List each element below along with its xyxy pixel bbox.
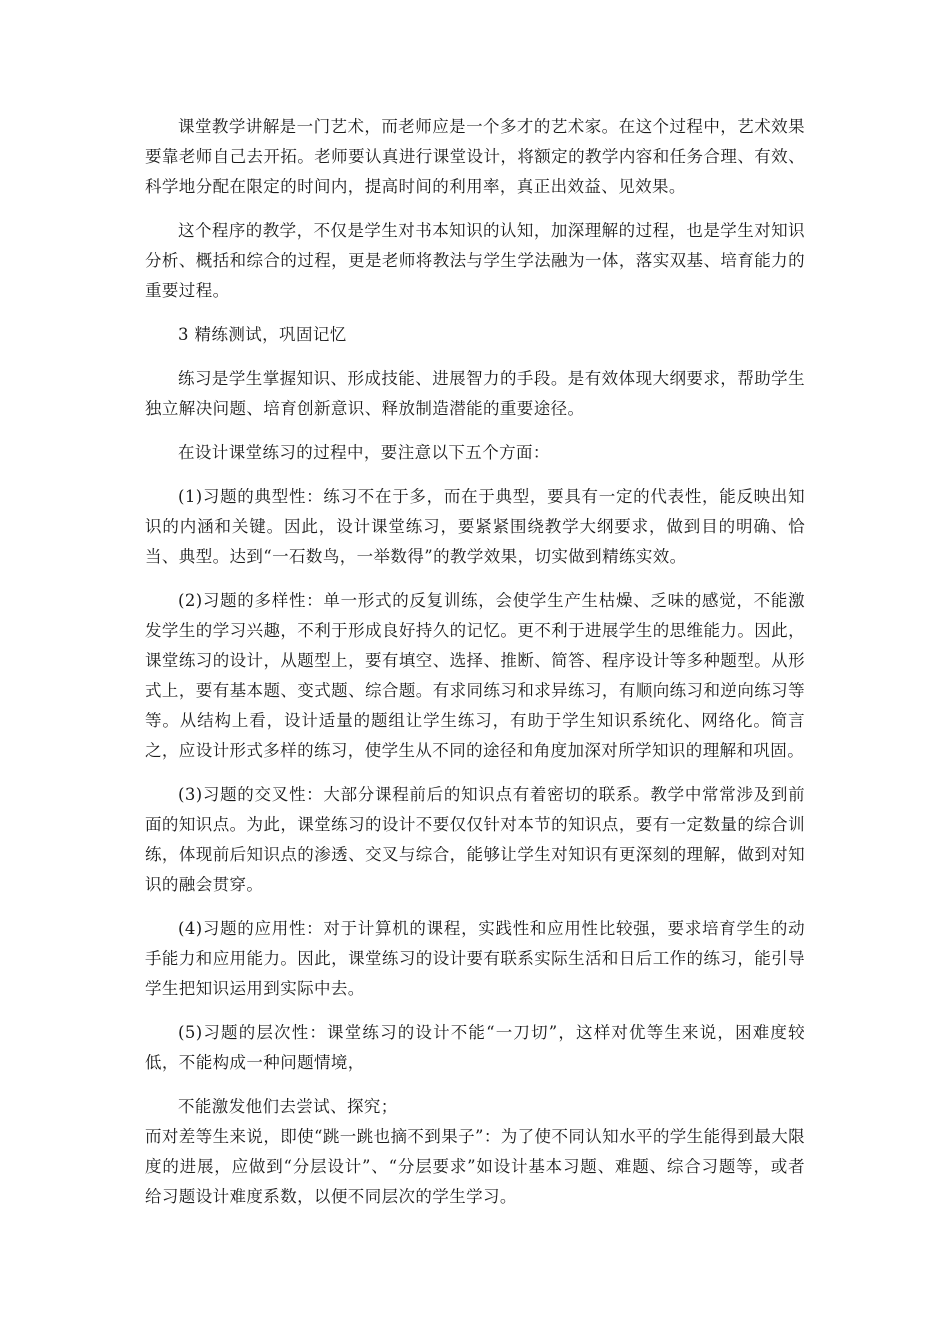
- paragraph-intro-art: 课堂教学讲解是一门艺术，而老师应是一个多才的艺术家。在这个过程中，艺术效果要靠老师自己去开拓。老师要认真进行课堂设计，将额定的教学内容和任务合理、有效、科学地分配在限定的时间内，提高时间的利用率，真正出效益、见效果。: [145, 117, 805, 196]
- paragraph-diversity: (2)习题的多样性：单一形式的反复训练，会使学生产生枯燥、乏味的感觉，不能激发学生的学习兴趣，不利于形成良好持久的记忆。更不利于进展学生的思维能力。因此，课堂练习的设计，从题型上，要有填空、选择、推断、简答、程序设计等多种题型。从形式上，要有基本题、变式题、综合题。有求同练习和求异练习，有顺向练习和逆向练习等等。从结构上看，设计适量的题组让学生练习，有助于学生知识系统化、网络化。简言之，应设计形式多样的练习，使学生从不同的途径和角度加深对所学知识的理解和巩固。: [145, 591, 805, 760]
- paragraph-five-aspects: 在设计课堂练习的过程中，要注意以下五个方面：: [178, 443, 550, 462]
- paragraph-practice-purpose: 练习是学生掌握知识、形成技能、进展智力的手段。是有效体现大纲要求，帮助学生独立解决问题、培育创新意识、释放制造潜能的重要途径。: [145, 369, 805, 418]
- document-page: [145, 112, 805, 1212]
- paragraph-intersection: (3)习题的交叉性：大部分课程前后的知识点有着密切的联系。教学中常常涉及到前面的知识点。为此，课堂练习的设计不要仅仅针对本节的知识点，要有一定数量的综合训练，体现前后知识点的渗透、交叉与综合，能够让学生对知识有更深刻的理解，做到对知识的融会贯穿。: [145, 785, 805, 894]
- paragraph-teaching-process: 这个程序的教学，不仅是学生对书本知识的认知，加深理解的过程，也是学生对知识分析、概括和综合的过程，更是老师将教法与学生学法融为一体，落实双基、培育能力的重要过程。: [145, 221, 805, 300]
- paragraph-weak-students: 而对差等生来说，即使“跳一跳也摘不到果子”：为了使不同认知水平的学生能得到最大限度的进展，应做到“分层设计”、“分层要求”如设计基本习题、难题、综合习题等，或者给习题设计难度系数，以便不同层次的学生学习。: [145, 1127, 805, 1206]
- section-heading-practice-test: 3 精练测试，巩固记忆: [178, 325, 347, 344]
- paragraph-applicability: (4)习题的应用性：对于计算机的课程，实践性和应用性比较强，要求培育学生的动手能力和应用能力。因此，课堂练习的设计要有联系实际生活和日后工作的练习，能引导学生把知识运用到实际中去。: [145, 919, 805, 998]
- paragraph-typicality: (1)习题的典型性：练习不在于多，而在于典型，要具有一定的代表性，能反映出知识的内涵和关键。因此，设计课堂练习，要紧紧围绕教学大纲要求，做到目的明确、恰当、典型。达到“一石数鸟，一举数得”的教学效果，切实做到精练实效。: [145, 487, 805, 566]
- paragraph-hierarchy-cont: 不能激发他们去尝试、探究；: [178, 1097, 398, 1116]
- paragraph-hierarchy: (5)习题的层次性：课堂练习的设计不能“一刀切”，这样对优等生来说，困难度较低，不能构成一种问题情境，: [145, 1023, 805, 1072]
